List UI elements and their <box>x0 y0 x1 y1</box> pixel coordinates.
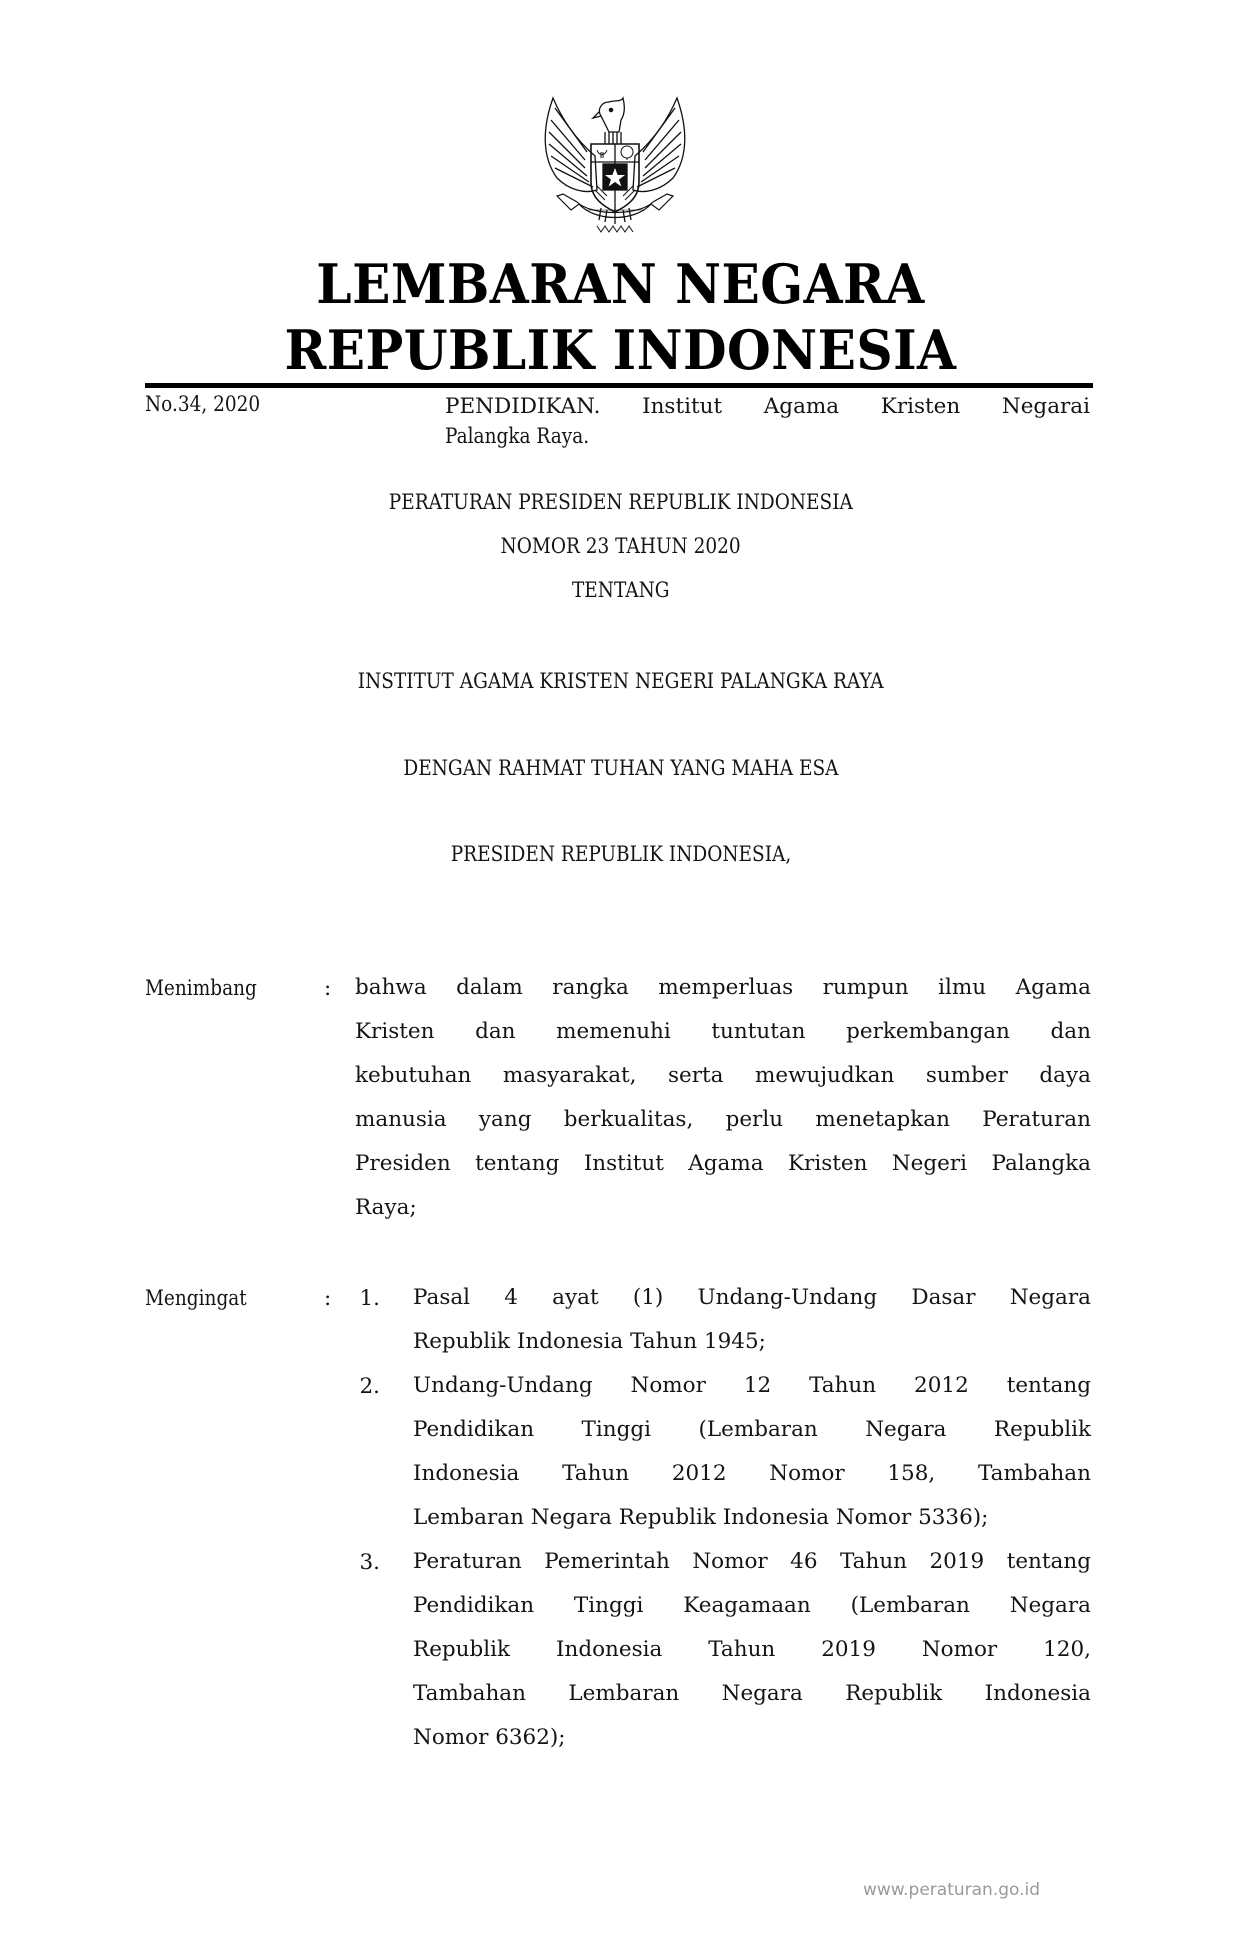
regulation-heading: PERATURAN PRESIDEN REPUBLIK INDONESIA <box>388 490 853 515</box>
footer-website: www.peraturan.go.id <box>863 1880 1041 1900</box>
text-line: Presiden tentang Institut Agama Kristen Negeri Palangka <box>355 1151 1091 1176</box>
about-heading: TENTANG <box>571 578 670 603</box>
text-line: bahwa dalam rangka memperluas rumpun ilmu Agama <box>355 975 1091 1000</box>
menimbang-text <box>355 966 1091 1230</box>
text-line: manusia yang berkualitas, perlu menetapkan Peraturan <box>355 1107 1091 1132</box>
item-number: 2. <box>359 1374 380 1399</box>
menimbang-label: Menimbang <box>145 976 257 1001</box>
mengingat-item-3: Peraturan Pemerintah Nomor 46 Tahun 2019 tentang Pendidikan Tinggi Keagamaan (Lembaran Negara Republik Indonesia Tahun 2019 Nomor 120, Tambahan Lembaran Negara Republik Indonesia Nomor 6362); <box>413 1549 1091 1750</box>
mengingat-label: Mengingat <box>145 1286 247 1311</box>
mengingat-item-1: Pasal 4 ayat (1) Undang-Undang Dasar Negara Republik Indonesia Tahun 1945; <box>413 1285 1091 1354</box>
item-number: 3. <box>359 1550 380 1575</box>
issuer: PRESIDEN REPUBLIK INDONESIA, <box>450 842 791 867</box>
gazette-number: No.34, 2020 <box>145 392 261 417</box>
text-line: Kristen dan memenuhi tuntutan perkembangan dan <box>355 1019 1091 1044</box>
item-number: 1. <box>359 1286 380 1311</box>
subject-line-1: PENDIDIKAN. Institut Agama Kristen Negarai <box>445 394 1090 419</box>
masthead-line-1: LEMBARAN NEGARA <box>316 252 925 316</box>
mengingat-item-2: Undang-Undang Nomor 12 Tahun 2012 tentang Pendidikan Tinggi (Lembaran Negara Republik Indonesia Tahun 2012 Nomor 158, Tambahan Lembaran Negara Republik Indonesia Nomor 5336); <box>413 1373 1091 1530</box>
masthead-divider <box>145 383 1093 388</box>
regulation-title: INSTITUT AGAMA KRISTEN NEGERI PALANGKA RAYA <box>357 669 884 694</box>
gazette-subject <box>445 392 1191 452</box>
text-line: Raya; <box>355 1195 417 1220</box>
regulation-number: NOMOR 23 TAHUN 2020 <box>500 534 741 559</box>
menimbang-colon: : <box>324 976 332 1001</box>
mengingat-colon: : <box>324 1286 332 1311</box>
masthead-line-2: REPUBLIK INDONESIA <box>284 318 957 382</box>
subject-line-2: Palangka Raya. <box>445 424 590 449</box>
invocation: DENGAN RAHMAT TUHAN YANG MAHA ESA <box>402 756 839 781</box>
text-line: kebutuhan masyarakat, serta mewujudkan sumber daya <box>355 1063 1091 1088</box>
garuda-emblem-icon <box>535 86 695 244</box>
